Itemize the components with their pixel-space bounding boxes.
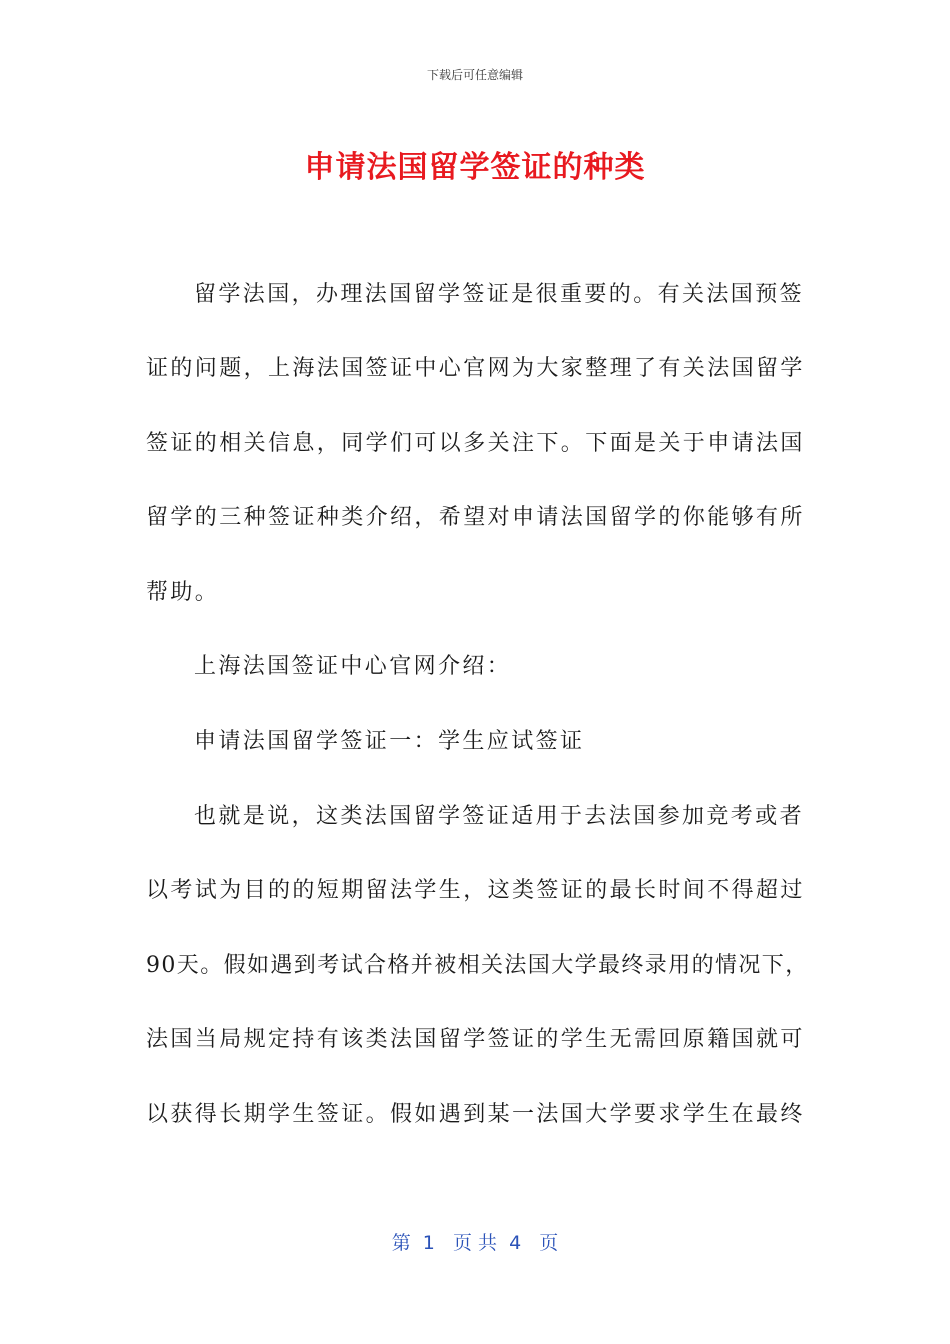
page-footer: 第 1 页 共 4 页	[391, 1232, 559, 1254]
paragraph-line-4: 留学的三种签证种类介绍，希望对申请法国留学的你能够有所	[146, 505, 805, 530]
paragraph-line-5: 帮助。	[146, 580, 220, 605]
section-heading-line: 申请法国留学签证一：学生应试签证	[194, 729, 585, 754]
paragraph-line-3: 签证的相关信息，同学们可以多关注下。下面是关于申请法国	[146, 431, 805, 456]
paragraph-line-10: 以获得长期学生签证。假如遇到某一法国大学要求学生在最终	[146, 1102, 805, 1127]
section-intro-line: 上海法国签证中心官网介绍：	[194, 654, 512, 679]
paragraph-line-9: 法国当局规定持有该类法国留学签证的学生无需回原籍国就可	[146, 1027, 805, 1052]
paragraph-line-6: 也就是说，这类法国留学签证适用于去法国参加竞考或者	[194, 804, 805, 829]
header-note: 下载后可任意编辑	[426, 68, 523, 82]
document-title: 申请法国留学签证的种类	[304, 150, 646, 185]
paragraph-line-7: 以考试为目的的短期留法学生，这类签证的最长时间不得超过	[146, 878, 805, 903]
paragraph-line-8: 90天。假如遇到考试合格并被相关法国大学最终录用的情况下，	[146, 953, 809, 978]
paragraph-line-1: 留学法国，办理法国留学签证是很重要的。有关法国预签	[194, 282, 805, 307]
paragraph-line-2: 证的问题，上海法国签证中心官网为大家整理了有关法国留学	[146, 356, 805, 381]
